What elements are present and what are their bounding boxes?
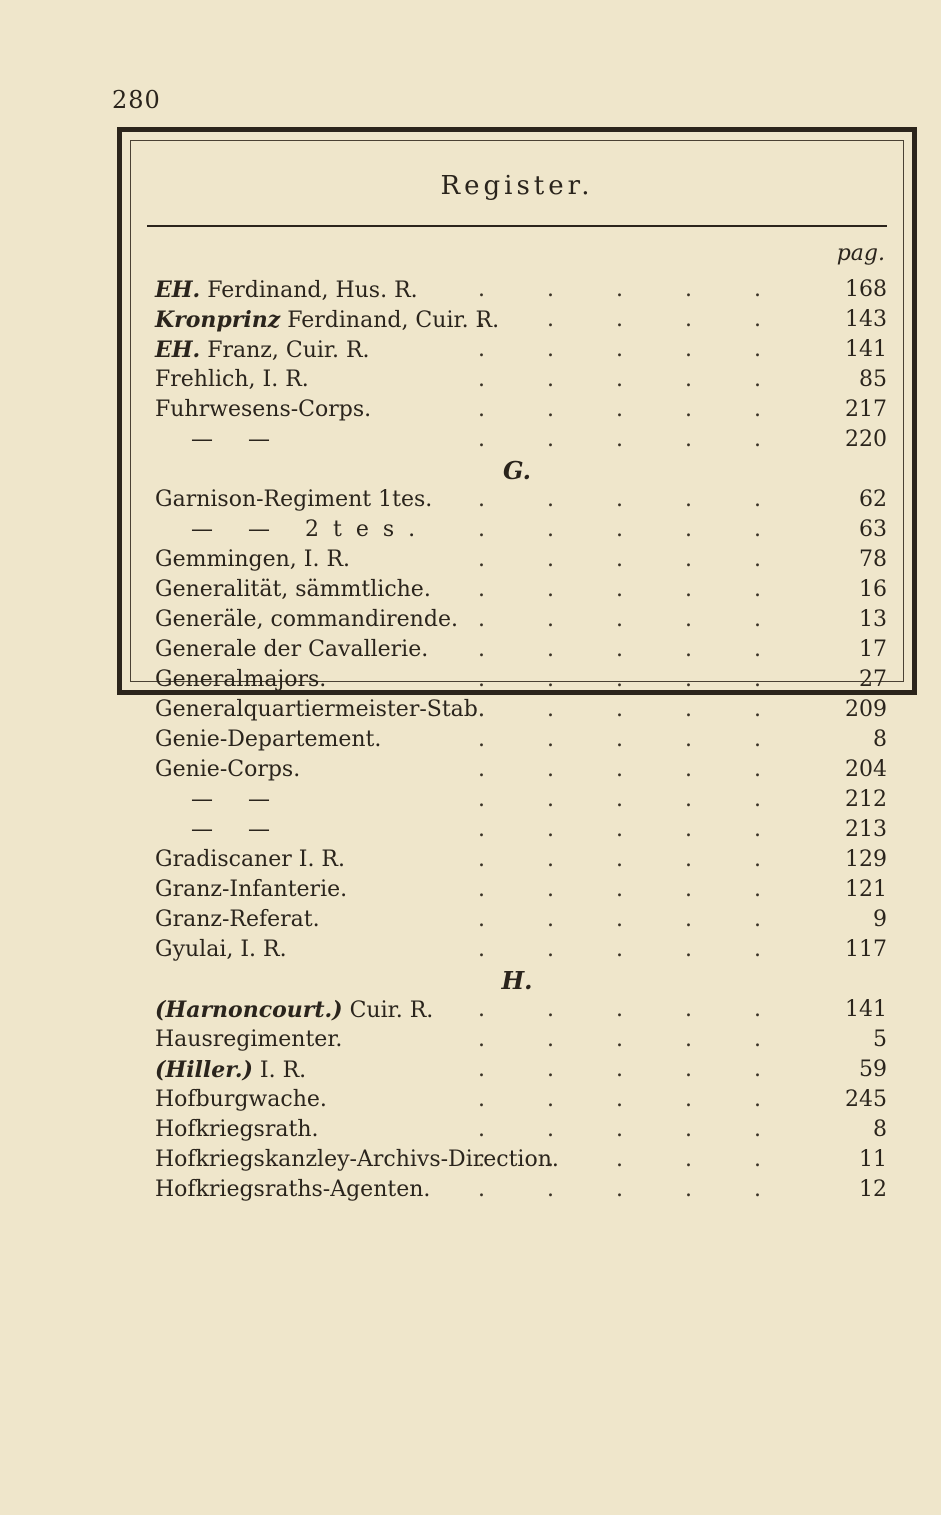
entry-page: 220: [845, 427, 887, 452]
section-heading: [131, 455, 903, 485]
entry-page: 85: [859, 367, 887, 392]
entry-name: Hofkriegsraths-Agenten.: [155, 1177, 431, 1202]
entry-name: Fuhrwesens-Corps.: [155, 397, 372, 422]
entry-name: Garnison-Regiment 1tes.: [155, 487, 433, 512]
entry-page: 59: [859, 1057, 887, 1082]
section-heading: [131, 965, 903, 995]
register-entry: [131, 1055, 903, 1085]
leader-dots: .....: [478, 1087, 823, 1112]
entry-prefix: Kronprinz: [155, 307, 281, 333]
leader-dots: .....: [478, 817, 823, 842]
entry-name: Hofkriegskanzley-Archivs-Direction.: [155, 1147, 559, 1172]
entry-page: 8: [873, 1117, 887, 1142]
leader-dots: .....: [478, 727, 823, 752]
entry-page: 63: [859, 517, 887, 542]
leader-dots: .....: [478, 607, 823, 632]
entry-page: 13: [859, 607, 887, 632]
leader-dots: .....: [478, 937, 823, 962]
register-entry: [131, 755, 903, 785]
entry-prefix: (Harnoncourt.): [155, 997, 343, 1023]
leader-dots: .....: [478, 397, 823, 422]
leader-dots: .....: [478, 307, 823, 332]
register-frame: [117, 127, 917, 1202]
entry-page: 245: [845, 1087, 887, 1112]
leader-dots: .....: [478, 1147, 823, 1172]
section-letter: G.: [503, 456, 531, 485]
frame-inner-border: [130, 140, 904, 1202]
entry-page: 5: [873, 1027, 887, 1052]
register-entry: [131, 305, 903, 335]
leader-dots: .....: [478, 1117, 823, 1142]
register-entry: [131, 905, 903, 935]
register-entry: [131, 545, 903, 575]
register-entry: [131, 1145, 903, 1175]
leader-dots: .....: [478, 1027, 823, 1052]
entry-name: — —: [191, 817, 284, 842]
entry-name: Kronprinz Ferdinand, Cuir. R.: [155, 307, 500, 333]
register-entry: [131, 395, 903, 425]
entry-page: 141: [845, 337, 887, 362]
register-entry: [131, 695, 903, 725]
leader-dots: .....: [478, 577, 823, 602]
entry-page: 11: [859, 1147, 887, 1172]
register-list: [131, 275, 903, 1205]
register-entry: [131, 875, 903, 905]
register-entry: [131, 1175, 903, 1205]
leader-dots: .....: [478, 667, 823, 692]
register-entry: [131, 605, 903, 635]
entry-page: 217: [845, 397, 887, 422]
leader-dots: .....: [478, 1177, 823, 1202]
entry-prefix: EH.: [155, 337, 201, 363]
register-entry: [131, 335, 903, 365]
register-entry: [131, 425, 903, 455]
register-entry: [131, 995, 903, 1025]
register-entry: [131, 575, 903, 605]
leader-dots: .....: [478, 907, 823, 932]
entry-name: Generalquartiermeister-Stab.: [155, 697, 485, 722]
register-entry: [131, 1025, 903, 1055]
register-entry: [131, 935, 903, 965]
entry-name: Gyulai, I. R.: [155, 937, 287, 962]
entry-name: Generalmajors.: [155, 667, 327, 692]
leader-dots: .....: [478, 337, 823, 362]
leader-dots: .....: [478, 547, 823, 572]
entry-page: 129: [845, 847, 887, 872]
entry-page: 9: [873, 907, 887, 932]
register-entry: [131, 785, 903, 815]
entry-name: Generalität, sämmtliche.: [155, 577, 431, 602]
entry-page: 168: [845, 277, 887, 302]
leader-dots: .....: [478, 757, 823, 782]
entry-page: 213: [845, 817, 887, 842]
page-title: Register.: [440, 171, 594, 201]
leader-dots: .....: [478, 997, 823, 1022]
register-entry: [131, 485, 903, 515]
entry-page: 8: [873, 727, 887, 752]
section-letter: H.: [501, 966, 533, 995]
entry-name: — — 2tes.: [191, 517, 430, 542]
entry-name: Hofburgwache.: [155, 1087, 327, 1112]
entry-page: 16: [859, 577, 887, 602]
register-entry: [131, 815, 903, 845]
register-entry: [131, 845, 903, 875]
entry-name: (Hiller.) I. R.: [155, 1057, 307, 1083]
entry-name: Granz-Referat.: [155, 907, 320, 932]
entry-name: — —: [191, 427, 284, 452]
entry-name: EH. Ferdinand, Hus. R.: [155, 277, 418, 303]
entry-name: EH. Franz, Cuir. R.: [155, 337, 370, 363]
entry-prefix: (Hiller.): [155, 1057, 253, 1083]
leader-dots: .....: [478, 1057, 823, 1082]
entry-name: Gemmingen, I. R.: [155, 547, 351, 572]
entry-name: Generale der Cavallerie.: [155, 637, 429, 662]
entry-name: Hofkriegsrath.: [155, 1117, 319, 1142]
entry-page: 17: [859, 637, 887, 662]
entry-name: Frehlich, I. R.: [155, 367, 309, 392]
entry-name: — —: [191, 787, 284, 812]
entry-page: 204: [845, 757, 887, 782]
page-column-label: pag.: [836, 241, 885, 266]
leader-dots: .....: [478, 637, 823, 662]
leader-dots: .....: [478, 697, 823, 722]
entry-prefix: EH.: [155, 277, 201, 303]
entry-page: 141: [845, 997, 887, 1022]
entry-name: Generäle, commandirende.: [155, 607, 458, 632]
register-entry: [131, 275, 903, 305]
register-entry: [131, 365, 903, 395]
entry-name: Gradiscaner I. R.: [155, 847, 345, 872]
entry-page: 117: [845, 937, 887, 962]
leader-dots: .....: [478, 847, 823, 872]
page-number: 280: [112, 86, 161, 114]
register-entry: [131, 515, 903, 545]
leader-dots: .....: [478, 487, 823, 512]
leader-dots: .....: [478, 787, 823, 812]
entry-page: 78: [859, 547, 887, 572]
entry-name: Genie-Corps.: [155, 757, 301, 782]
register-entry: [131, 1115, 903, 1145]
entry-page: 27: [859, 667, 887, 692]
entry-name: (Harnoncourt.) Cuir. R.: [155, 997, 434, 1023]
leader-dots: .....: [478, 427, 823, 452]
entry-page: 212: [845, 787, 887, 812]
title-divider: [147, 225, 887, 227]
entry-page: 12: [859, 1177, 887, 1202]
entry-page: 209: [845, 697, 887, 722]
register-entry: [131, 1085, 903, 1115]
entry-page: 121: [845, 877, 887, 902]
entry-page: 143: [845, 307, 887, 332]
leader-dots: .....: [478, 367, 823, 392]
register-entry: [131, 725, 903, 755]
entry-page: 62: [859, 487, 887, 512]
leader-dots: .....: [478, 877, 823, 902]
entry-name: Genie-Departement.: [155, 727, 382, 752]
register-entry: [131, 635, 903, 665]
leader-dots: .....: [478, 517, 823, 542]
leader-dots: .....: [478, 277, 823, 302]
register-entry: [131, 665, 903, 695]
entry-name: Hausregimenter.: [155, 1027, 343, 1052]
entry-name: Granz-Infanterie.: [155, 877, 348, 902]
